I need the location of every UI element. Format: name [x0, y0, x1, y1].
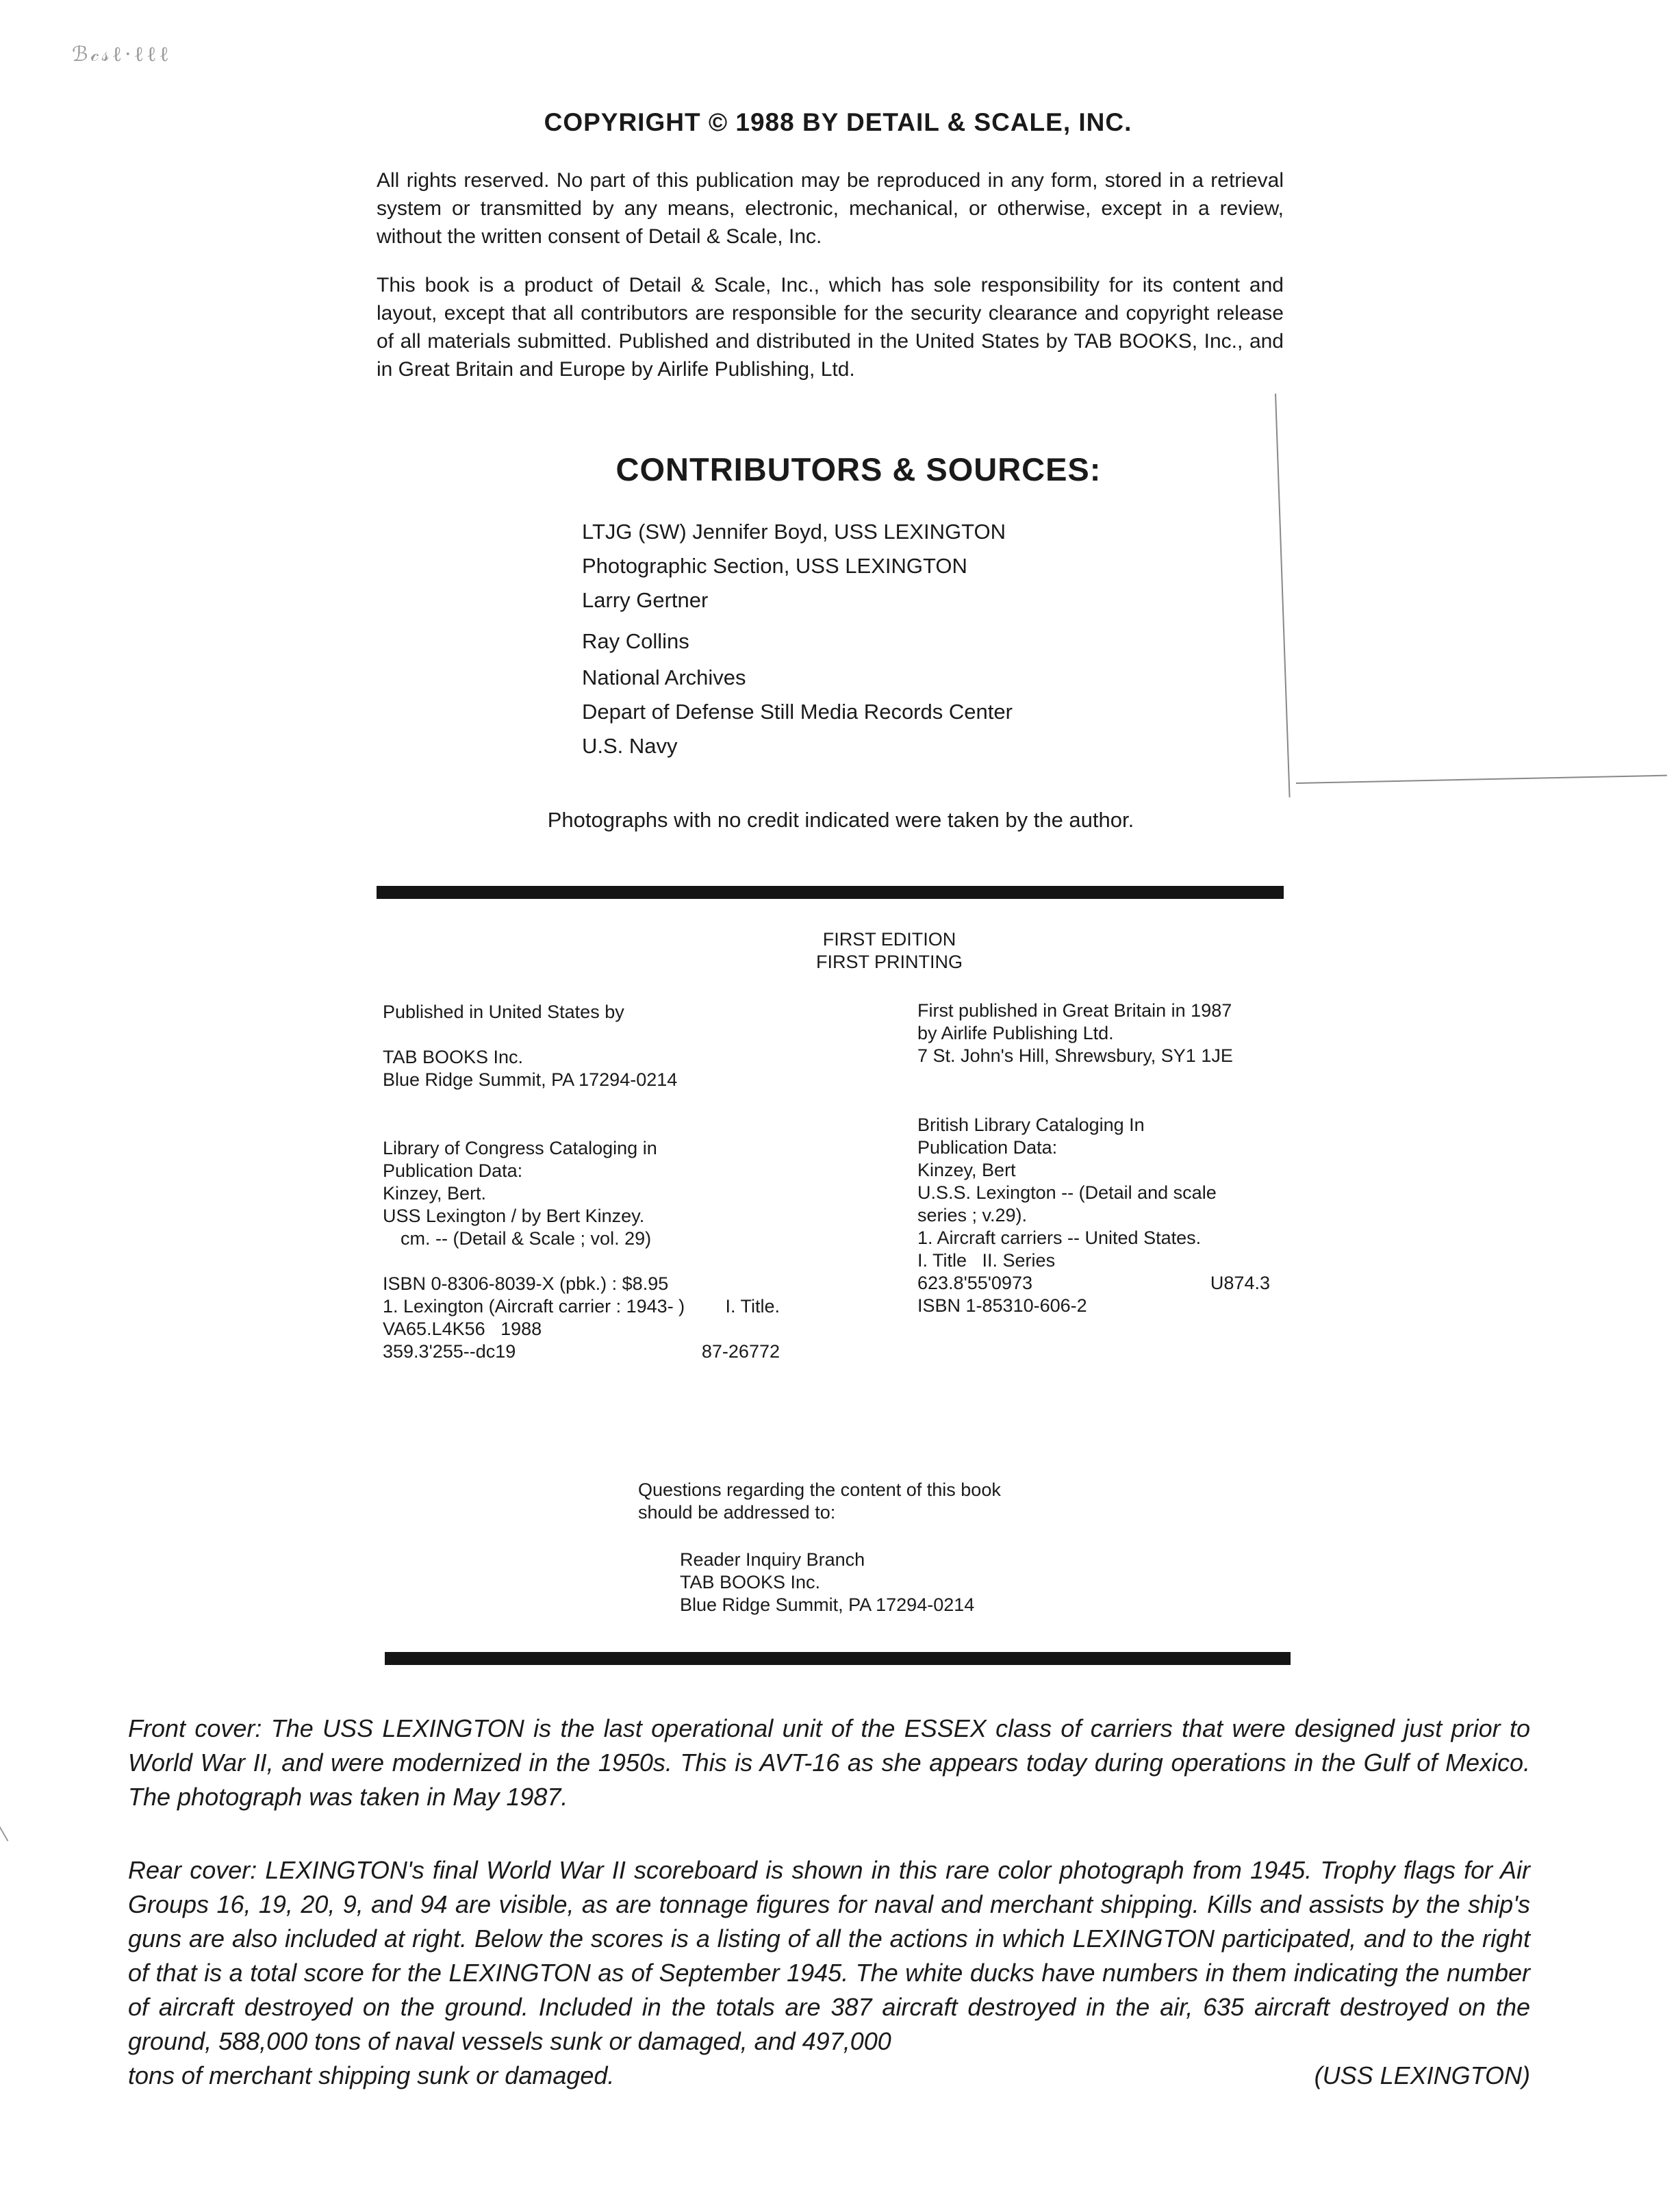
- isbn-line: ISBN 0-8306-8039-X (pbk.) : $8.95: [383, 1273, 669, 1294]
- us-cataloging-block: [383, 1137, 793, 1363]
- uk-publisher-line: by Airlife Publishing Ltd.: [917, 1023, 1114, 1043]
- contributor-item: Photographic Section, USS LEXINGTON: [582, 554, 967, 578]
- rights-paragraph: All rights reserved. No part of this publication may be reproduced in any form, stored in a retrieval system or transmitted by any means, electronic, mechanical, or otherwise, except in a review, without the written consent of Detail & Scale, Inc.: [377, 169, 1284, 248]
- lccn-number: 87-26772: [701, 1341, 780, 1362]
- dewey-number: 359.3'255--dc19: [383, 1341, 516, 1362]
- address-line: Blue Ridge Summit, PA 17294-0214: [680, 1594, 975, 1615]
- uk-cataloging-block: [917, 1114, 1273, 1317]
- divider-bar: [385, 1652, 1291, 1665]
- address-line: TAB BOOKS Inc.: [680, 1572, 821, 1592]
- us-publisher-address: Blue Ridge Summit, PA 17294-0214: [383, 1069, 678, 1090]
- contributors-title: CONTRIBUTORS & SOURCES:: [615, 451, 1102, 487]
- contributor-item: National Archives: [582, 665, 746, 689]
- edition-block: [0, 928, 1676, 974]
- catalog-line: cm. -- (Detail & Scale ; vol. 29): [401, 1228, 652, 1249]
- contributor-item: LTJG (SW) Jennifer Boyd, USS LEXINGTON: [582, 520, 1006, 544]
- contributor-item: U.S. Navy: [582, 734, 678, 758]
- contributor-item: Depart of Defense Still Media Records Center: [582, 700, 1013, 724]
- product-paragraph: This book is a product of Detail & Scale, Inc., which has sole responsibility for its content and layout, except that all contributors are responsible for the security clearance and copyright release of all materials submitted. Published and distributed in the United States by TAB BOOKS, Inc., and in Great Britain and Europe by Airlife Publishing, Ltd.: [377, 274, 1284, 381]
- class-number: U874.3: [1210, 1273, 1270, 1293]
- catalog-dewey-row: [917, 1272, 1270, 1295]
- catalog-line: Kinzey, Bert.: [383, 1183, 487, 1204]
- contributor-item: Larry Gertner: [582, 588, 709, 612]
- copyright-title: COPYRIGHT © 1988 BY DETAIL & SCALE, INC.: [544, 108, 1132, 136]
- scan-edge-line-horizontal: [1296, 775, 1667, 784]
- uk-publisher-address: 7 St. John's Hill, Shrewsbury, SY1 1JE: [917, 1045, 1233, 1066]
- address-line: Reader Inquiry Branch: [680, 1549, 865, 1570]
- scan-stamp-mark: ℬ𝒸𝓈ℓ·ℓℓℓ: [72, 42, 172, 66]
- front-cover-caption: Front cover: The USS LEXINGTON is the last operational unit of the ESSEX class of carriers that were designed just prior to World War II, and were modernized in the 1950s. This is AVT-16 as she appears today during operations in the Gulf of Mexico. The photograph was taken in May 1987.: [128, 1714, 1530, 1811]
- catalog-line: Publication Data:: [917, 1137, 1058, 1158]
- scan-edge-mark-left: [0, 1816, 8, 1841]
- catalog-line: series ; v.29).: [917, 1205, 1028, 1225]
- questions-line: should be addressed to:: [638, 1502, 836, 1523]
- catalog-line: Kinzey, Bert: [917, 1160, 1016, 1180]
- rear-cover-caption-last-line: [128, 2059, 1530, 2093]
- rear-cover-caption-end: tons of merchant shipping sunk or damaged.: [128, 2061, 615, 2089]
- call-number: VA65.L4K56 1988: [383, 1319, 542, 1339]
- catalog-line: Library of Congress Cataloging in: [383, 1138, 657, 1158]
- rear-cover-photo-credit: (USS LEXINGTON): [1314, 2061, 1530, 2089]
- divider-bar: [377, 886, 1284, 899]
- us-publisher-name: TAB BOOKS Inc.: [383, 1047, 524, 1067]
- questions-note: [638, 1479, 1001, 1524]
- catalog-subject-row: [383, 1295, 780, 1318]
- isbn-line: ISBN 1-85310-606-2: [917, 1295, 1087, 1316]
- photo-credit-note: Photographs with no credit indicated were taken by the author.: [547, 808, 1134, 832]
- contributor-item: Ray Collins: [582, 629, 689, 653]
- catalog-line: British Library Cataloging In: [917, 1115, 1145, 1135]
- edition-line: FIRST EDITION: [822, 929, 956, 950]
- rear-cover-caption-body: Rear cover: LEXINGTON's final World War II scoreboard is shown in this rare color photograph from 1945. Trophy flags for Air Groups 16, 19, 20, 9, and 94 are visible, as are tonnage figures for naval and merchant shipping. Kills and assists by the ship's guns are also included at right. Below the scores is a listing of all the actions in which LEXINGTON participated, and to the right of that is a total score for the LEXINGTON as of September 1945. The white ducks have numbers in them indicating the number of aircraft destroyed on the ground. Included in the totals are 387 aircraft destroyed in the air, 635 aircraft destroyed on the ground, 588,000 tons of naval vessels sunk or damaged, and 497,000: [128, 1856, 1530, 2055]
- questions-line: Questions regarding the content of this book: [638, 1479, 1001, 1500]
- us-publisher-heading: Published in United States by: [383, 1002, 624, 1022]
- uk-publisher-block: [917, 1000, 1233, 1067]
- uk-publisher-line: First published in Great Britain in 1987: [917, 1000, 1232, 1021]
- catalog-line: U.S.S. Lexington -- (Detail and scale: [917, 1182, 1217, 1203]
- contributors-list: [582, 515, 1013, 763]
- dewey-number: 623.8'55'0973: [917, 1273, 1032, 1293]
- rear-cover-caption: [128, 1853, 1530, 2093]
- catalog-subject: 1. Lexington (Aircraft carrier : 1943- ): [383, 1296, 685, 1317]
- reader-inquiry-address: [680, 1549, 974, 1616]
- catalog-dewey-row: [383, 1340, 780, 1363]
- catalog-title-entry: I. Title.: [725, 1296, 780, 1317]
- catalog-line: I. Title II. Series: [917, 1250, 1056, 1271]
- catalog-line: 1. Aircraft carriers -- United States.: [917, 1228, 1202, 1248]
- catalog-line: Publication Data:: [383, 1160, 523, 1181]
- catalog-line: USS Lexington / by Bert Kinzey.: [383, 1206, 645, 1226]
- us-publisher-block: [383, 1001, 677, 1091]
- printing-line: FIRST PRINTING: [815, 952, 963, 972]
